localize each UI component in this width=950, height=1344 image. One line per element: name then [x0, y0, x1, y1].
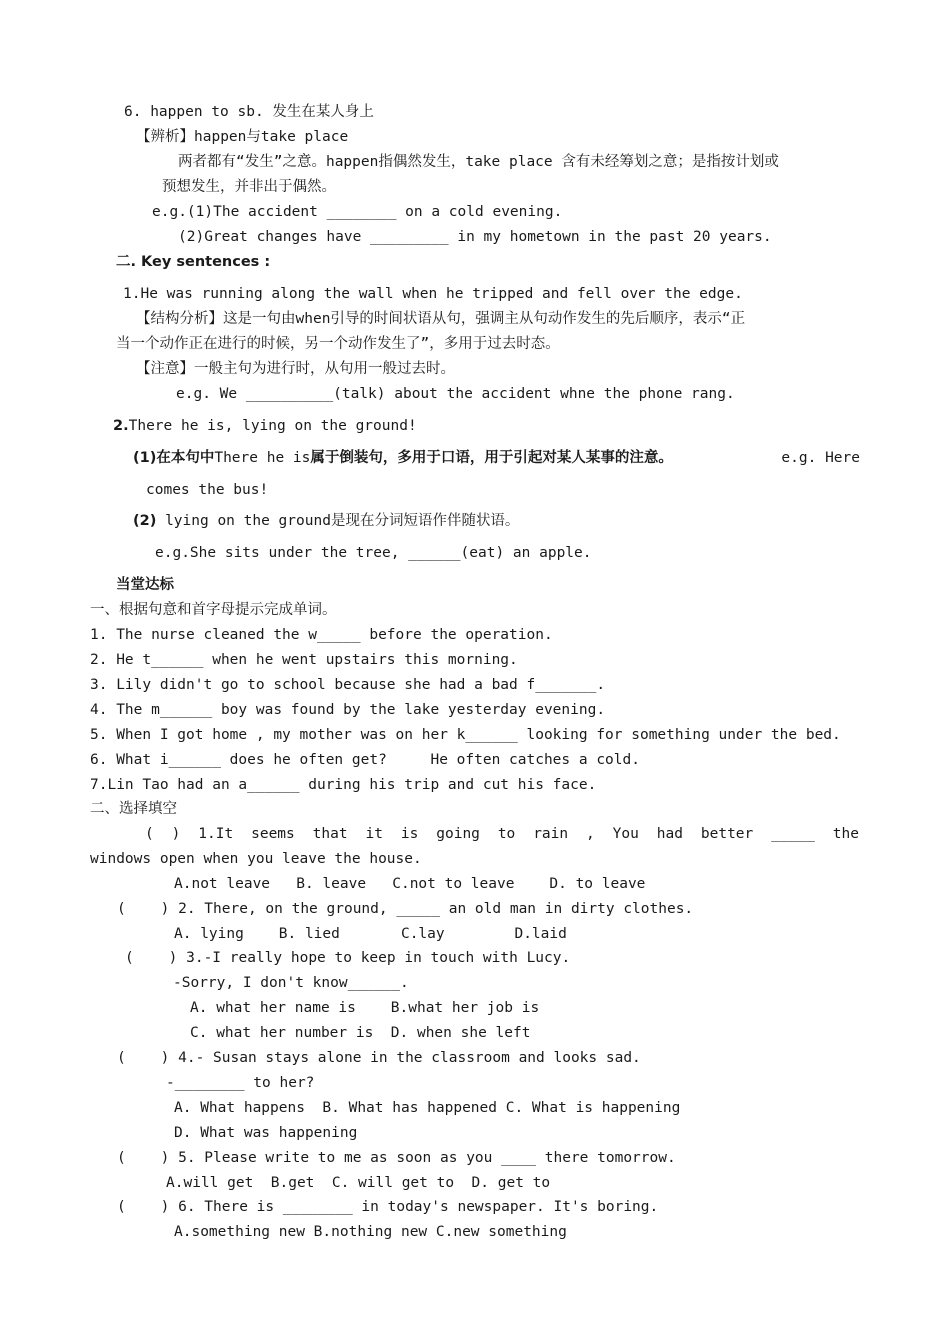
part-1-item: 2. He t______ when he went upstairs this morning. — [90, 652, 518, 668]
question-word: 1.It — [198, 826, 234, 842]
question-3-reply: -Sorry, I don't know______. — [173, 975, 409, 991]
key-sentence-2-text: There he is, lying on the ground! — [128, 418, 417, 434]
structure-analysis-line-2: 当一个动作正在进行的时候，另一个动作发生了”，多用于过去时态。 — [116, 336, 560, 352]
question-4-options-1: A. What happens B. What has happened C. What is happening — [174, 1100, 681, 1116]
key-sentence-1: 1.He was running along the wall when he tripped and fell over the edge. — [123, 286, 743, 302]
practice-heading: 当堂达标 — [116, 577, 174, 593]
question-word: ( — [145, 826, 154, 842]
question-3-options-1: A. what her name is B.what her job is — [190, 1000, 540, 1016]
question-1-continuation: windows open when you leave the house. — [90, 851, 422, 867]
question-6-options: A.something new B.nothing new C.new something — [174, 1224, 567, 1240]
question-word: rain — [533, 826, 569, 842]
question-word: You — [612, 826, 639, 842]
point-2-text: lying on the ground是现在分词短语作伴随状语。 — [156, 513, 520, 529]
point-2-example: e.g.She sits under the tree, ______(eat) an apple. — [155, 545, 592, 561]
part-1-item: 3. Lily didn't go to school because she had a bad f_______. — [90, 677, 606, 693]
question-word: to — [497, 826, 516, 842]
question-word: seems — [251, 826, 295, 842]
point-1-lead: (1)在本句中 — [133, 450, 215, 466]
question-word: , — [586, 826, 595, 842]
part-1-title: 一、根据句意和首字母提示完成单词。 — [90, 602, 337, 618]
point-1-explanation: 属于倒装句，多用于口语，用于引起对某人某事的注意。 — [310, 450, 673, 466]
question-6: ( ) 6. There is ________ in today's newspaper. It's boring. — [117, 1199, 659, 1215]
question-1-line — [145, 824, 859, 844]
question-word: it — [365, 826, 383, 842]
question-5: ( ) 5. Please write to me as soon as you ____ there tomorrow. — [117, 1150, 676, 1166]
key-sentence-1-example: e.g. We __________(talk) about the accident whne the phone rang. — [176, 386, 735, 402]
part-1-item: 6. What i______ does he often get? He often catches a cold. — [90, 752, 640, 768]
question-5-options: A.will get B.get C. will get to D. get to — [166, 1175, 551, 1191]
question-word: going — [436, 826, 480, 842]
part-1-item: 5. When I got home , my mother was on her k______ looking for something under the bed. — [90, 727, 841, 743]
structure-analysis-line-1: 【结构分析】这是一句由when引导的时间状语从句，强调主从句动作发生的先后顺序，表示“正 — [136, 311, 746, 327]
part-2-title: 二、选择填空 — [90, 801, 177, 817]
key-sentences-heading: 二. Key sentences : — [116, 254, 271, 270]
question-4-options-2: D. What was happening — [174, 1125, 358, 1141]
question-word: the — [832, 826, 859, 842]
key-sentence-2 — [113, 416, 417, 436]
item6-title: 6. happen to sb. 发生在某人身上 — [124, 104, 374, 120]
part-1-item: 1. The nurse cleaned the w_____ before the operation. — [90, 627, 553, 643]
point-1-continuation: comes the bus! — [146, 482, 269, 498]
note-line: 【注意】一般主句为进行时，从句用一般过去时。 — [136, 361, 455, 377]
question-word: is — [400, 826, 419, 842]
analysis-text-line-1: 两者都有“发生”之意。happen指偶然发生，take place 含有未经筹划之意；是指按计划或 — [178, 154, 779, 170]
question-word: ) — [171, 826, 181, 842]
question-4-reply: -________ to her? — [166, 1075, 315, 1091]
question-2: ( ) 2. There, on the ground, _____ an old man in dirty clothes. — [117, 901, 694, 917]
point-1-phrase: There he is — [214, 450, 311, 466]
question-2-options: A. lying B. lied C.lay D.laid — [174, 926, 567, 942]
part-1-item: 7.Lin Tao had an a______ during his trip and cut his face. — [90, 777, 597, 793]
point-2-number: (2) — [133, 513, 157, 529]
question-word: that — [312, 826, 348, 842]
analysis-text-line-2: 预想发生，并非出于偶然。 — [162, 179, 336, 195]
point-1-example: e.g. Here — [781, 450, 860, 466]
question-word: _____ — [771, 826, 815, 842]
point-2-line — [133, 511, 519, 531]
point-1-line — [133, 448, 860, 468]
question-1-options: A.not leave B. leave C.not to leave D. to leave — [174, 876, 646, 892]
question-4: ( ) 4.- Susan stays alone in the classroom and looks sad. — [117, 1050, 641, 1066]
part-1-item: 4. The m______ boy was found by the lake yesterday evening. — [90, 702, 606, 718]
analysis-label: 【辨析】happen与take place — [136, 129, 349, 145]
example-2: (2)Great changes have _________ in my hometown in the past 20 years. — [178, 229, 772, 245]
question-word: better — [700, 826, 754, 842]
question-3-options-2: C. what her number is D. when she left — [190, 1025, 531, 1041]
key-sentence-2-number: 2. — [113, 418, 129, 434]
example-1: e.g.(1)The accident ________ on a cold evening. — [152, 204, 563, 220]
question-3: ( ) 3.-I really hope to keep in touch with Lucy. — [125, 950, 571, 966]
question-word: had — [656, 826, 683, 842]
